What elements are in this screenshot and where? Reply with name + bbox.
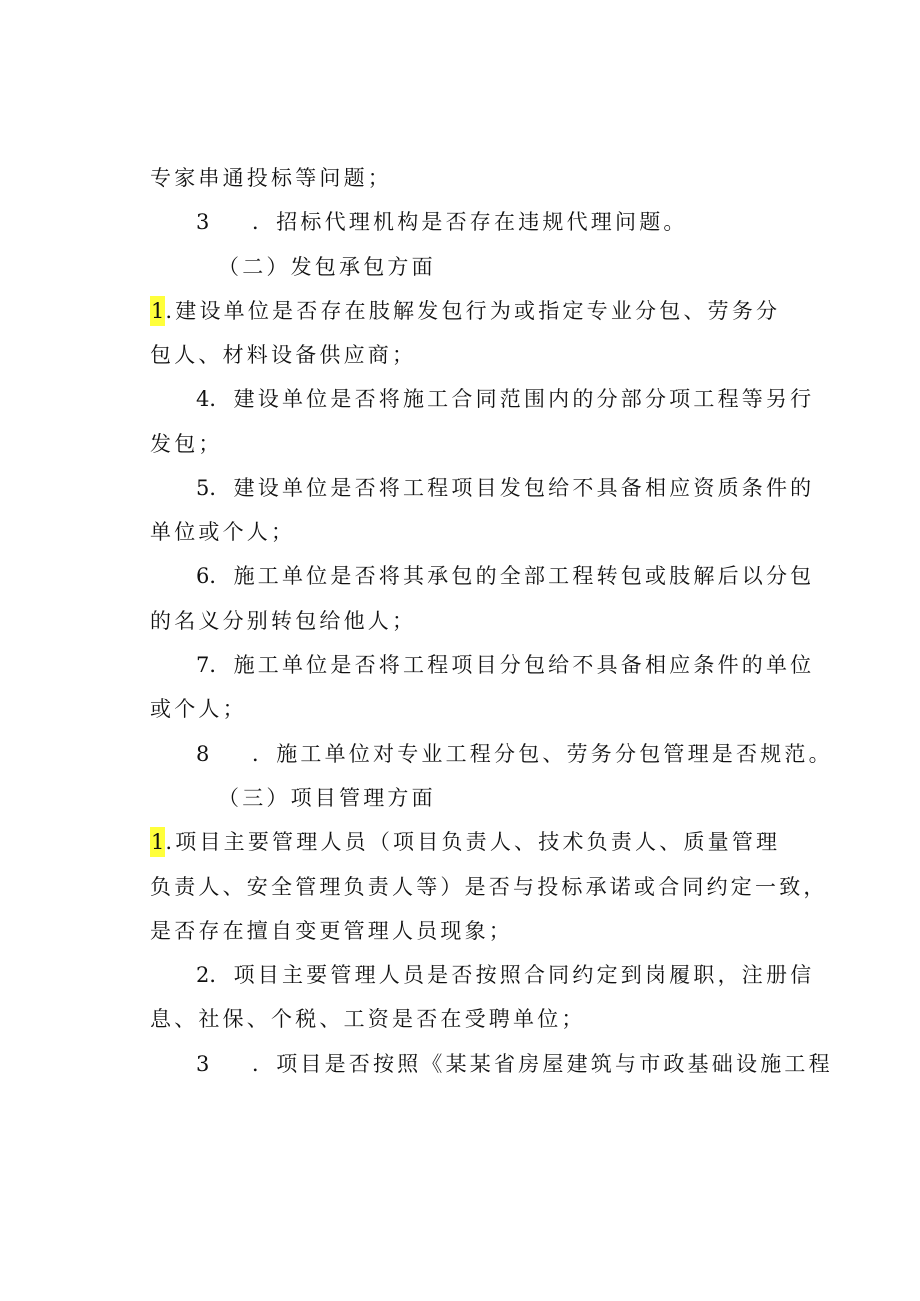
heading-text: （三）项目管理方面	[218, 786, 436, 810]
heading-text: （二）发包承包方面	[218, 255, 436, 279]
text-line-continuation	[150, 606, 416, 636]
item-number: 6	[196, 564, 210, 588]
item-number: 3	[196, 1052, 210, 1076]
text-line-1	[150, 163, 392, 193]
text-line-continuation	[150, 872, 828, 902]
list-item-1-project	[150, 827, 780, 857]
list-item-3-project	[196, 1049, 833, 1079]
item-text: ．项目是否按照《某某省房屋建筑与市政基础设施工程	[252, 1052, 833, 1076]
text: 的名义分别转包给他人；	[150, 609, 417, 633]
text: 专家串通投标等问题；	[150, 166, 392, 190]
item-text: ．施工单位是否将工程项目分包给不具备相应条件的单位	[209, 653, 815, 677]
text: 息、社保、个税、工资是否在受聘单位；	[150, 1007, 586, 1031]
section-heading-2	[218, 252, 436, 282]
item-number: 8	[196, 742, 210, 766]
list-item-2	[196, 960, 814, 990]
highlighted-item-number: 1	[150, 827, 165, 857]
item-text: ．项目主要管理人员是否按照合同约定到岗履职，注册信	[209, 963, 815, 987]
item-text: ．建设单位是否将施工合同范围内的分部分项工程等另行	[209, 387, 815, 411]
item-text: ．施工单位是否将其承包的全部工程转包或肢解后以分包	[209, 564, 815, 588]
text: 发包；	[150, 432, 223, 456]
list-item-5	[196, 473, 814, 503]
highlighted-item-number: 1	[150, 296, 165, 326]
item-text: .建设单位是否存在肢解发包行为或指定专业分包、劳务分	[165, 299, 781, 323]
text: 单位或个人；	[150, 520, 296, 544]
item-number: 2	[196, 963, 210, 987]
text: 或个人；	[150, 697, 247, 721]
list-item-6	[196, 561, 814, 591]
text-line-continuation	[150, 429, 223, 459]
text: 是否存在擅自变更管理人员现象；	[150, 919, 513, 943]
item-number: 3	[196, 210, 210, 234]
item-text: ．施工单位对专业工程分包、劳务分包管理是否规范。	[252, 742, 833, 766]
text-line-continuation	[150, 916, 513, 946]
list-item-8	[196, 739, 833, 769]
text-line-continuation	[150, 694, 247, 724]
section-heading-3	[218, 783, 436, 813]
item-text: ．招标代理机构是否存在违规代理问题。	[252, 210, 688, 234]
item-text: .项目主要管理人员（项目负责人、技术负责人、质量管理	[165, 830, 781, 854]
text: 包人、材料设备供应商；	[150, 343, 417, 367]
text-line-continuation	[150, 340, 416, 370]
list-item-7	[196, 650, 814, 680]
item-number: 7	[196, 653, 210, 677]
list-item-1-contracting	[150, 296, 780, 326]
item-number: 5	[196, 476, 210, 500]
list-item-3-agency	[196, 207, 688, 237]
text-line-continuation	[150, 1004, 586, 1034]
text-line-continuation	[150, 517, 295, 547]
list-item-4	[196, 384, 814, 414]
item-text: ．建设单位是否将工程项目发包给不具备相应资质条件的	[209, 476, 815, 500]
item-number: 4	[196, 387, 210, 411]
text: 负责人、安全管理负责人等）是否与投标承诺或合同约定一致，	[150, 875, 828, 899]
